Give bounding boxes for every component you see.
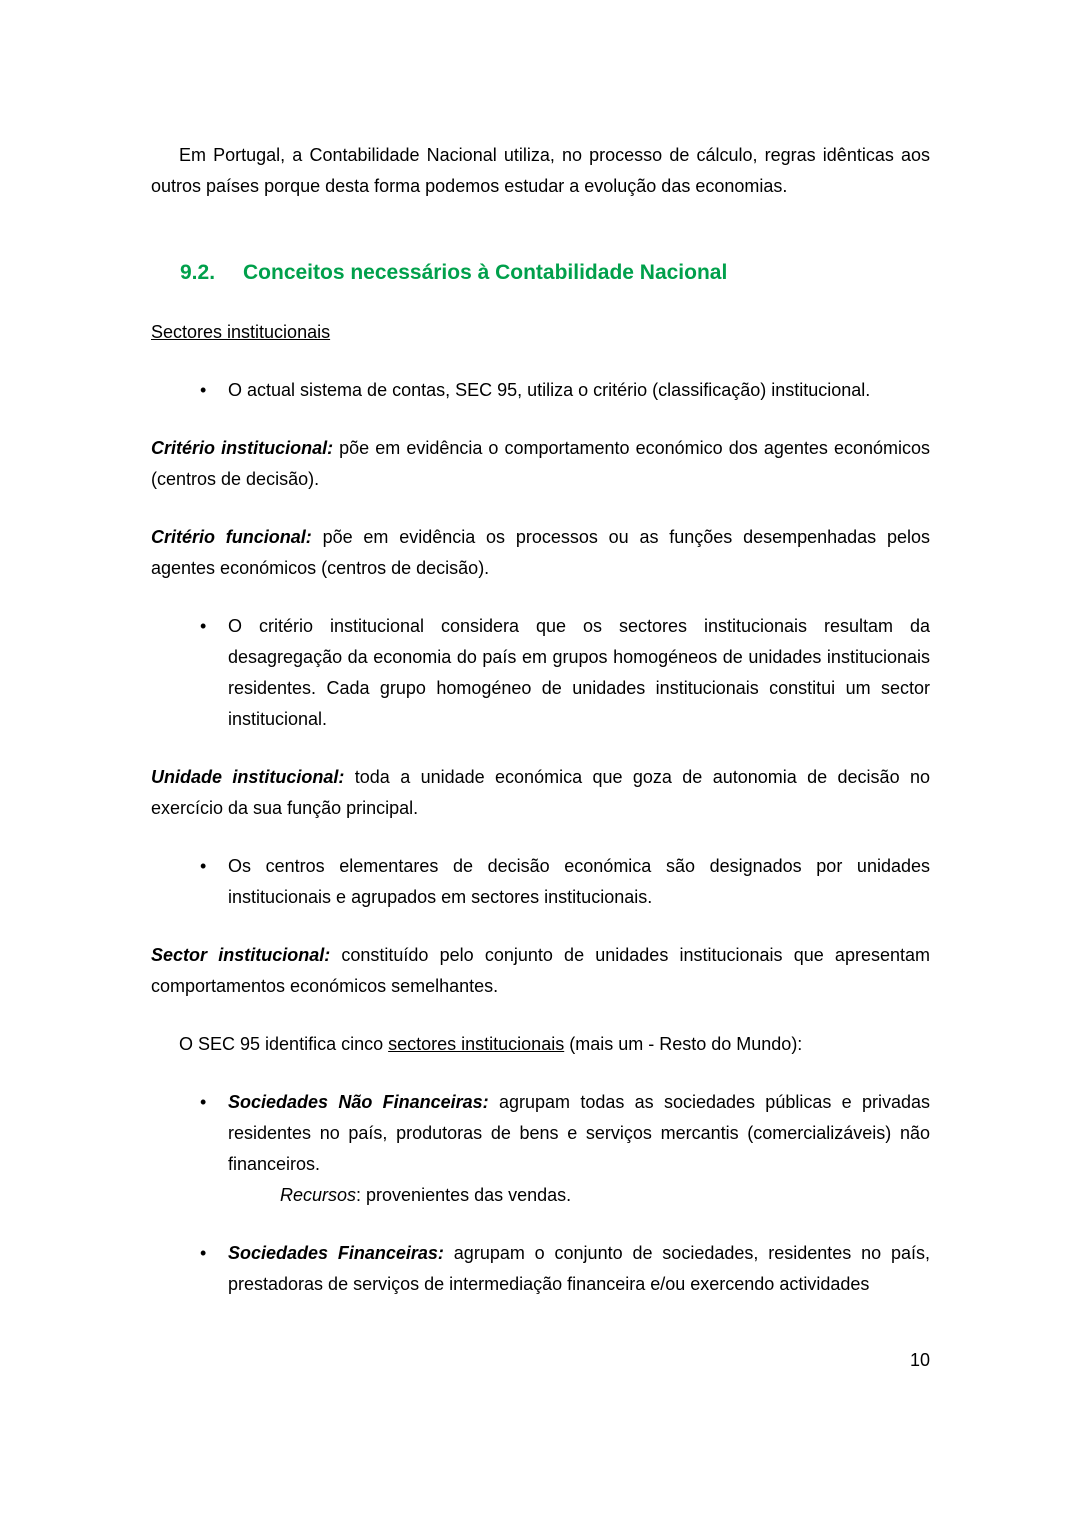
sec95-identifica-line [151, 1029, 930, 1060]
bullet-icon: • [200, 616, 207, 637]
subheading-sectores [151, 317, 930, 348]
bullet-item-criterio [151, 611, 930, 735]
sec95-line-before: O SEC 95 identifica cinco [179, 1034, 384, 1055]
bullet-icon: • [200, 380, 207, 401]
bullet-icon: • [200, 856, 207, 877]
definition-term: Sector institucional: [151, 945, 331, 966]
definition-text: toda a unidade económica que goza de autonomia de decisão no exercício da sua função principal. [151, 767, 930, 819]
bullet-item-sec95 [151, 375, 930, 406]
definition-term: Unidade institucional: [151, 767, 345, 788]
page-number: 10 [909, 1350, 930, 1370]
definition-term: Critério institucional: [151, 438, 334, 459]
bullet-body: agrupam o conjunto de sociedades, residentes no país, prestadoras de serviços de intermediação financeira e/ou exercendo actividades [228, 1243, 930, 1295]
definition-text: põe em evidência os processos ou as funções desempenhadas pelos agentes económicos (centros de decisão). [151, 527, 930, 579]
sec95-line-underlined: sectores institucionais [388, 1034, 565, 1055]
bullet-term: Sociedades Não Financeiras: [228, 1092, 489, 1113]
sec95-line-after: (mais um - Resto do Mundo): [569, 1034, 803, 1055]
definition-sector-institucional [151, 940, 930, 1002]
bullet-text-criterio: O critério institucional considera que os sectores institucionais resultam da desagregação da economia do país em grupos homogéneos de unidades institucionais residentes. Cada grupo homogéneo de unidades institucionais constitui um sector institucional. [228, 616, 930, 730]
section-title: Conceitos necessários à Contabilidade Nacional [243, 260, 728, 284]
bullet-item-centros [151, 851, 930, 913]
definition-criterio-funcional [151, 522, 930, 584]
section-heading [180, 258, 930, 288]
intro-paragraph: Em Portugal, a Contabilidade Nacional utiliza, no processo de cálculo, regras idênticas aos outros países porque desta forma podemos estudar a evolução das economias. [151, 145, 930, 196]
definition-text: constituído pelo conjunto de unidades institucionais que apresentam comportamentos económicos semelhantes. [151, 945, 930, 997]
bullet-icon: • [200, 1092, 207, 1113]
recursos-label: Recursos [280, 1185, 357, 1206]
bullet-text-sociedades-financeiras [228, 1238, 930, 1300]
bullet-item-sociedades-financeiras [151, 1238, 930, 1300]
bullet-text-centros: Os centros elementares de decisão económica são designados por unidades institucionais e agrupados em sectores institucionais. [228, 856, 930, 908]
definition-term: Critério funcional: [151, 527, 312, 548]
definition-text: põe em evidência o comportamento económico dos agentes económicos (centros de decisão). [151, 438, 930, 490]
bullet-term: Sociedades Financeiras: [228, 1243, 444, 1264]
bullet-text-sec95: O actual sistema de contas, SEC 95, utiliza o critério (classificação) institucional. [228, 380, 871, 401]
bullet-icon: • [200, 1243, 207, 1264]
bullet-item-sociedades-nao-financeiras [151, 1087, 930, 1211]
subheading-text: Sectores institucionais [151, 322, 331, 343]
definition-unidade-institucional [151, 762, 930, 824]
recursos-line [280, 1180, 930, 1211]
bullet-body: agrupam todas as sociedades públicas e privadas residentes no país, produtoras de bens e serviços mercantis (comercializáveis) não financeiros. [228, 1092, 930, 1175]
bullet-text-sociedades-nao-financeiras [228, 1087, 930, 1211]
section-number: 9.2. [180, 260, 216, 284]
recursos-text: : provenientes das vendas. [356, 1185, 572, 1206]
definition-criterio-institucional [151, 433, 930, 495]
